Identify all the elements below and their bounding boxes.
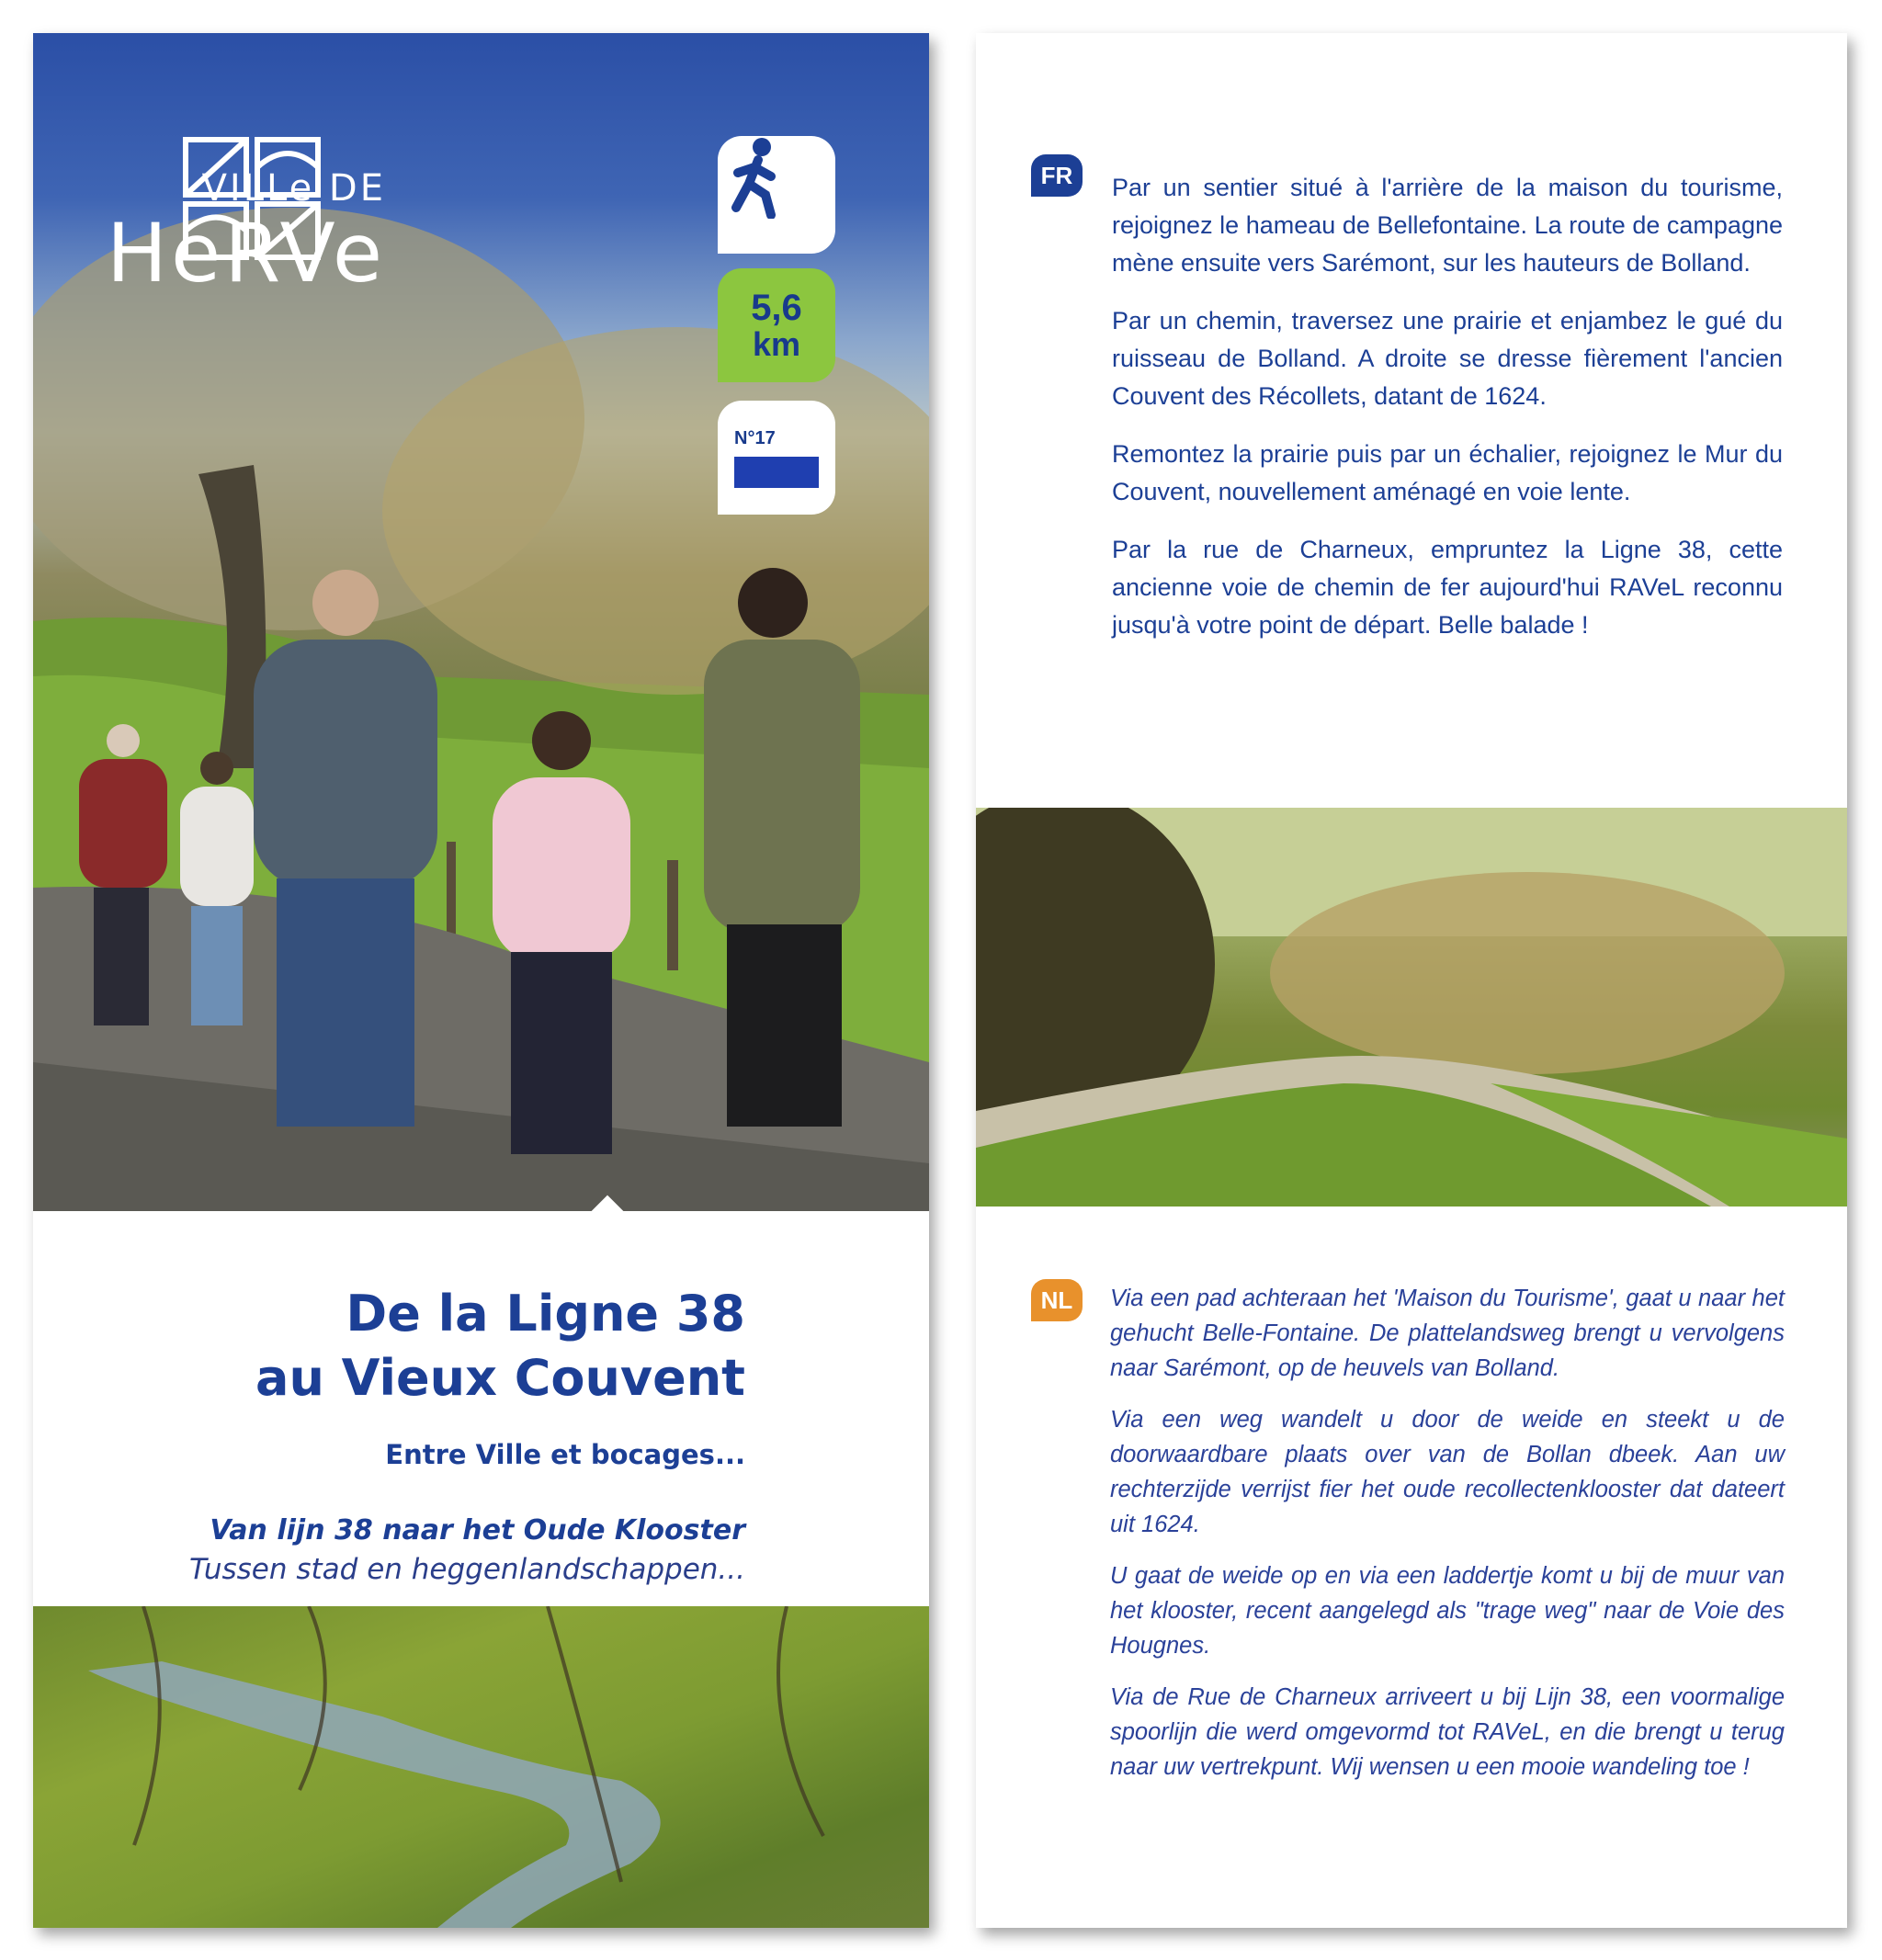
walker-white-jacket: [180, 752, 254, 1025]
fr-paragraph: Par la rue de Charneux, empruntez la Ligne 38, cette ancienne voie de chemin de fer aujourd'hui RAVeL reconnu jusqu'à votre point de départ. Belle balade !: [1112, 536, 1783, 639]
path-illustration: [976, 808, 1847, 1207]
fr-paragraph: Remontez la prairie puis par un échalier, rejoignez le Mur du Couvent, nouvellement aménagé en voie lente.: [1112, 440, 1783, 505]
stream-illustration: [33, 1606, 929, 1928]
route-description-nl: [1110, 1281, 1785, 1801]
front-cover-panel: [33, 33, 929, 1928]
subtitle-fr: Entre Ville et bocages...: [385, 1439, 745, 1470]
language-tag-nl: NL: [1031, 1279, 1083, 1321]
route-number: N°17: [734, 427, 776, 448]
countryside-path-photo: [976, 808, 1847, 1207]
distance-badge: [718, 268, 835, 382]
nl-paragraph: U gaat de weide op en via een laddertje komt u bij de muur van het klooster, recent aangelegd als "trage weg" naar de Voie des Hougnes.: [1110, 1563, 1785, 1659]
herve-monogram-icon: [180, 134, 327, 263]
nl-paragraph: Via een pad achteraan het 'Maison du Tourisme', gaat u naar het gehucht Belle-Fontaine. De plattelandsweg brengt u vervolgens naar Sarémont, op de heuvels van Bolland.: [1110, 1286, 1785, 1381]
title-nl: Van lijn 38 naar het Oude Klooster: [210, 1514, 745, 1546]
walker-woman-khaki: [704, 568, 860, 1127]
route-color-marker: [734, 457, 819, 488]
distance-unit: km: [752, 325, 801, 363]
distance-value: 5,6: [751, 288, 802, 328]
back-side-panel: [976, 33, 1847, 1928]
ville-de-herve-logo: [106, 134, 566, 300]
nl-paragraph: Via de Rue de Charneux arriveert u bij Lijn 38, een voormalige spoorlijn die werd omgevormd tot RAVeL, en die brengt u terug naar uw vertrekpunt. Wij wensen u een mooie wandeling toe !: [1110, 1684, 1785, 1780]
hero-photo-family-walk: [33, 33, 929, 1211]
stream-photo: [33, 1606, 929, 1928]
brand-small-text: VILLe DE: [201, 167, 386, 210]
route-description-fr: [1112, 169, 1783, 664]
title-line-2: au Vieux Couvent: [255, 1349, 745, 1407]
walker-man-grey: [254, 570, 437, 1127]
fr-paragraph: Par un sentier situé à l'arrière de la maison du tourisme, rejoignez le hameau de Bellefontaine. La route de campagne mène ensuite vers Sarémont, sur les hauteurs de Bolland.: [1112, 174, 1783, 277]
route-number-badge: [718, 401, 835, 515]
subtitle-nl: Tussen stad en heggenlandschappen...: [189, 1553, 745, 1586]
title-line-1: De la Ligne 38: [346, 1285, 745, 1343]
walking-route-badge: [718, 136, 835, 254]
walking-person-icon: [718, 136, 791, 219]
fr-paragraph: Par un chemin, traversez une prairie et enjambez le gué du ruisseau de Bolland. A droite se dresse fièrement l'ancien Couvent des Récollets, datant de 1624.: [1112, 307, 1783, 410]
title-block: [33, 1211, 929, 1606]
language-tag-fr: FR: [1031, 154, 1083, 197]
brand-big-text: HeRVe: [106, 206, 386, 300]
nl-paragraph: Via een weg wandelt u door de weide en steekt u de doorwaardbare plaats over van de Bollan dbeek. Aan uw rechterzijde verrijst fier het oude recollectenklooster dat dateert uit 1624.: [1110, 1407, 1785, 1537]
